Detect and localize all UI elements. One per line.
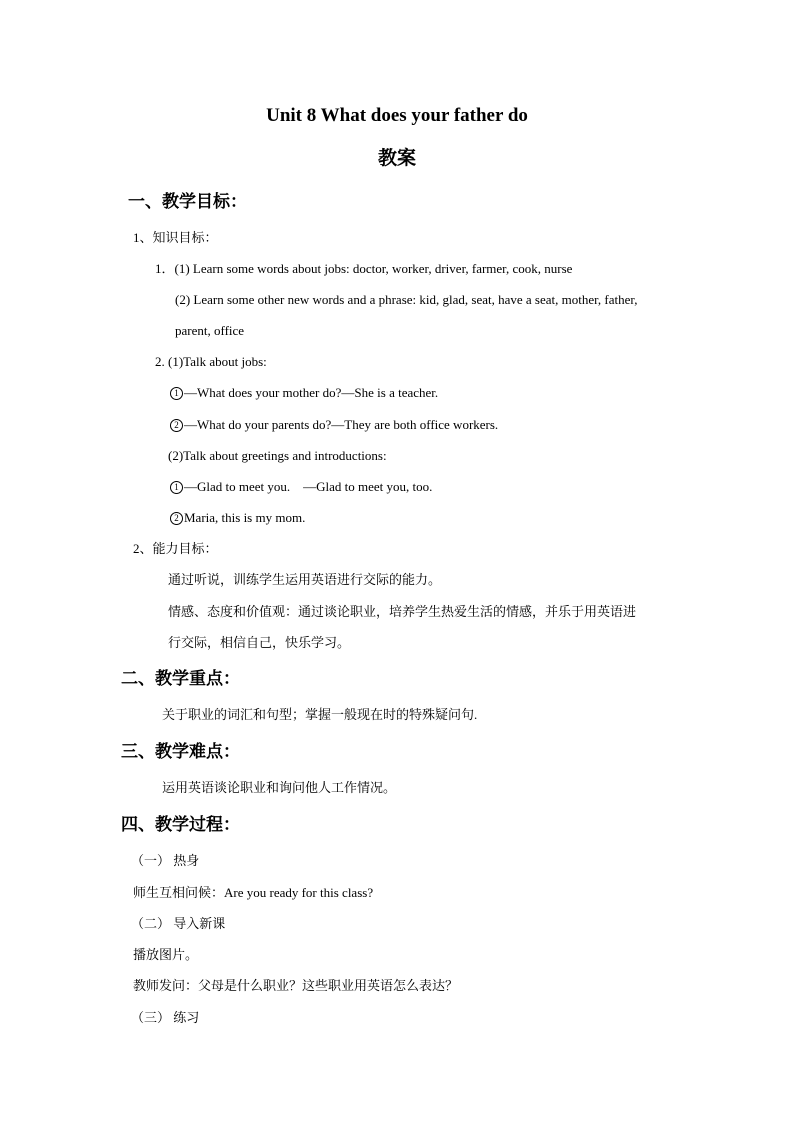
dialog-text: —What does your mother do?—She is a teacher.: [184, 385, 439, 400]
section-heading-objectives: 一、教学目标：: [128, 192, 247, 211]
dialog-line-2: [170, 417, 498, 433]
dialog-line-4: [170, 510, 305, 526]
section-heading-process: 四、教学过程：: [121, 815, 240, 834]
step-2-text-1: 播放图片。: [133, 947, 199, 962]
emotion-text: 情感、态度和价值观：通过谈论职业，培养学生热爱生活的情感，并乐于用英语进: [168, 604, 637, 619]
step-1-label: （一） 热身: [131, 853, 200, 868]
circled-number-2: 2: [170, 512, 183, 525]
knowledge-item-2: 2. (1)Talk about jobs:: [155, 354, 267, 369]
circled-number-1: 1: [170, 387, 183, 400]
circled-number-2: 2: [170, 419, 183, 432]
document-title: Unit 8 What does your father do: [266, 105, 528, 126]
knowledge-item-1b: (2) Learn some other new words and a phrase: kid, glad, seat, have a seat, mother, father,: [175, 292, 638, 307]
item-text: (1) Learn some words about jobs: doctor, worker, driver, farmer, cook, nurse: [174, 261, 573, 276]
section-heading-difficulties: 三、教学难点：: [121, 742, 240, 761]
ability-text: 通过听说，训练学生运用英语进行交际的能力。: [168, 572, 442, 587]
knowledge-item-1: [155, 261, 572, 277]
circled-number-1: 1: [170, 481, 183, 494]
ability-objectives-label: 2、能力目标：: [133, 541, 218, 556]
step-2-text-2: 教师发问：父母是什么职业？这些职业用英语怎么表达？: [133, 978, 459, 993]
item-number: 1．: [155, 261, 175, 276]
step-3-label: （三） 练习: [131, 1010, 200, 1025]
step-1-text: 师生互相问候：Are you ready for this class?: [133, 885, 374, 900]
knowledge-item-2b: (2)Talk about greetings and introductions:: [168, 448, 387, 463]
step-2-label: （二） 导入新课: [131, 916, 226, 931]
difficulties-text: 运用英语谈论职业和询问他人工作情况。: [162, 780, 397, 795]
key-points-text: 关于职业的词汇和句型；掌握一般现在时的特殊疑问句.: [162, 707, 478, 722]
document-subtitle: 教案: [377, 148, 416, 169]
dialog-text: Maria, this is my mom.: [184, 510, 306, 525]
dialog-line-1: [170, 385, 438, 401]
emotion-text-continued: 行交际，相信自己，快乐学习。: [168, 635, 351, 650]
knowledge-item-1b-continued: parent, office: [175, 323, 245, 338]
knowledge-objectives-label: 1、知识目标：: [133, 230, 218, 245]
dialog-text: —Glad to meet you. —Glad to meet you, too.: [184, 479, 433, 494]
dialog-text: —What do your parents do?—They are both office workers.: [184, 417, 499, 432]
section-heading-key-points: 二、教学重点：: [121, 669, 240, 688]
dialog-line-3: [170, 479, 432, 495]
